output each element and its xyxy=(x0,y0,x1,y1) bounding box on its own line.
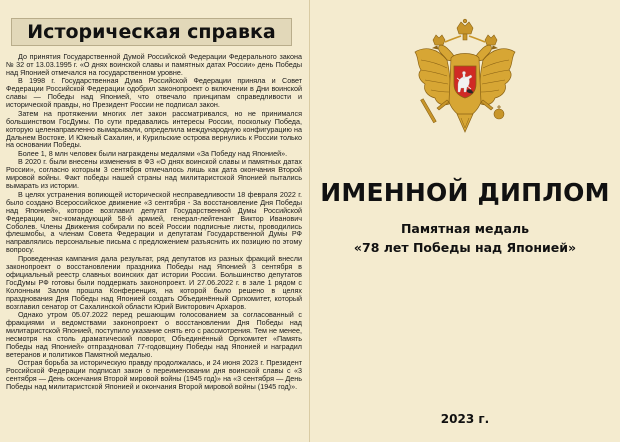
paragraph: Острая борьба за историческую правду продолжалась, и 24 июня 2023 г. Президент Российской Федерации подписал закон о переименовании дня воинской славы с «3 сентября — День окончания Второй мировой войны (1945 год)» на «3 сентября — День Победы над милитаристской Японией и окончания Второй мировой войны (1945 год)». xyxy=(6,358,302,392)
history-text xyxy=(6,53,302,392)
paragraph: Проведенная кампания дала результат, ряд депутатов из разных фракций внесли законопроект о восстановлении праздника Победы над Японией 3 сентября в официальный реестр славных воинских дат истории России. Большинство депутатов ГосДумы РФ готовы были поддержать законопроект. И 27.06.2022 г. в зале 1 рядом с Колонным Залом прошла Конференция, на которой было решено в целях празднования Дня Победы над Японией создать Объединённый Оргкомитет, который возглавил сенатор от Сахалинской области Юрий Викторович Архаров. xyxy=(6,253,302,311)
medal-name: «78 лет Победы над Японией» xyxy=(353,240,577,255)
paragraph: Более 1, 8 млн человек были награждены медалями «За Победу над Японией». xyxy=(18,148,288,158)
paragraph: Однако утром 05.07.2022 перед решающим голосованием за согласованный с фракциями и ведомствами законопроект о восстановлении Дня Победы над милитаристской Японией, поступило указание снять его с рассмотрения. Тем не менее, несмотря на столь драматический поворот, Объединённый Оргкомитет «Память Победы над Японией» отпраздновал 77-годовщину Победы над Японией и наградил ветеранов и политиков Памятной медалью. xyxy=(6,310,302,359)
diploma-cover-page xyxy=(310,0,620,442)
paragraph: В 1998 г. Государственная Дума Российской Федерации приняла и Совет Федерации Российской Федерации одобрил законопроект о включении в Дни воинской славы — Победы над Японией, что отвечало принципам справедливости и исторической правды, но Президент России не подписал закон. xyxy=(6,76,302,110)
diploma-year: 2023 г. xyxy=(440,412,490,426)
paragraph: В целях устранения вопиющей исторической несправедливости 18 февраля 2022 г. было создано Всероссийское движение «3 сентября - За восстановление Дня Победы над Японией», которое возглавил депутат Государственной Думы Российской Федерации, экс-командующий 58-й армией, генерал-лейтенант Виктор Иванович Соболев. Члены Движения собирали по всей России подписные листы, проводились флешмобы, а членам Совета Федерации и депутатам Государственной Думы РФ направлялись персональные письма с предложением разъяснить их позицию по этому вопросу. xyxy=(6,189,302,255)
page-heading: Историческая справка xyxy=(27,21,276,43)
diploma-title: ИМЕННОЙ ДИПЛОМ xyxy=(320,178,610,207)
double-headed-eagle-coat-of-arms-icon xyxy=(407,18,523,138)
medal-label: Памятная медаль xyxy=(400,221,530,236)
paragraph: До принятия Государственной Думой Российской Федерации Федерального закона № 32 от 13.03.1995 г. «О днях воинской славы и памятных датах России» день Победы над Японией отмечался на государственном уровне. xyxy=(6,52,302,77)
paragraph: Затем на протяжении многих лет закон рассматривался, но не принимался большинством ГосДумы. По сути предавались интересы России, поскольку Победа, которую целенаправленно вымарывали, определила международную конфигурацию на Дальнем Востоке. И Южный Сахалин, и Курильские острова вернулись к России только на основании Победы. xyxy=(6,108,302,150)
heading-box xyxy=(11,18,292,46)
paragraph: В 2020 г. были внесены изменения в ФЗ «О днях воинской славы и памятных датах России», согласно которым 3 сентября отмечалось лишь как дата окончания Второй мировой войны. Факт победы нашей страны над милитаристской Японией пытались вымарать из истории. xyxy=(6,157,302,191)
